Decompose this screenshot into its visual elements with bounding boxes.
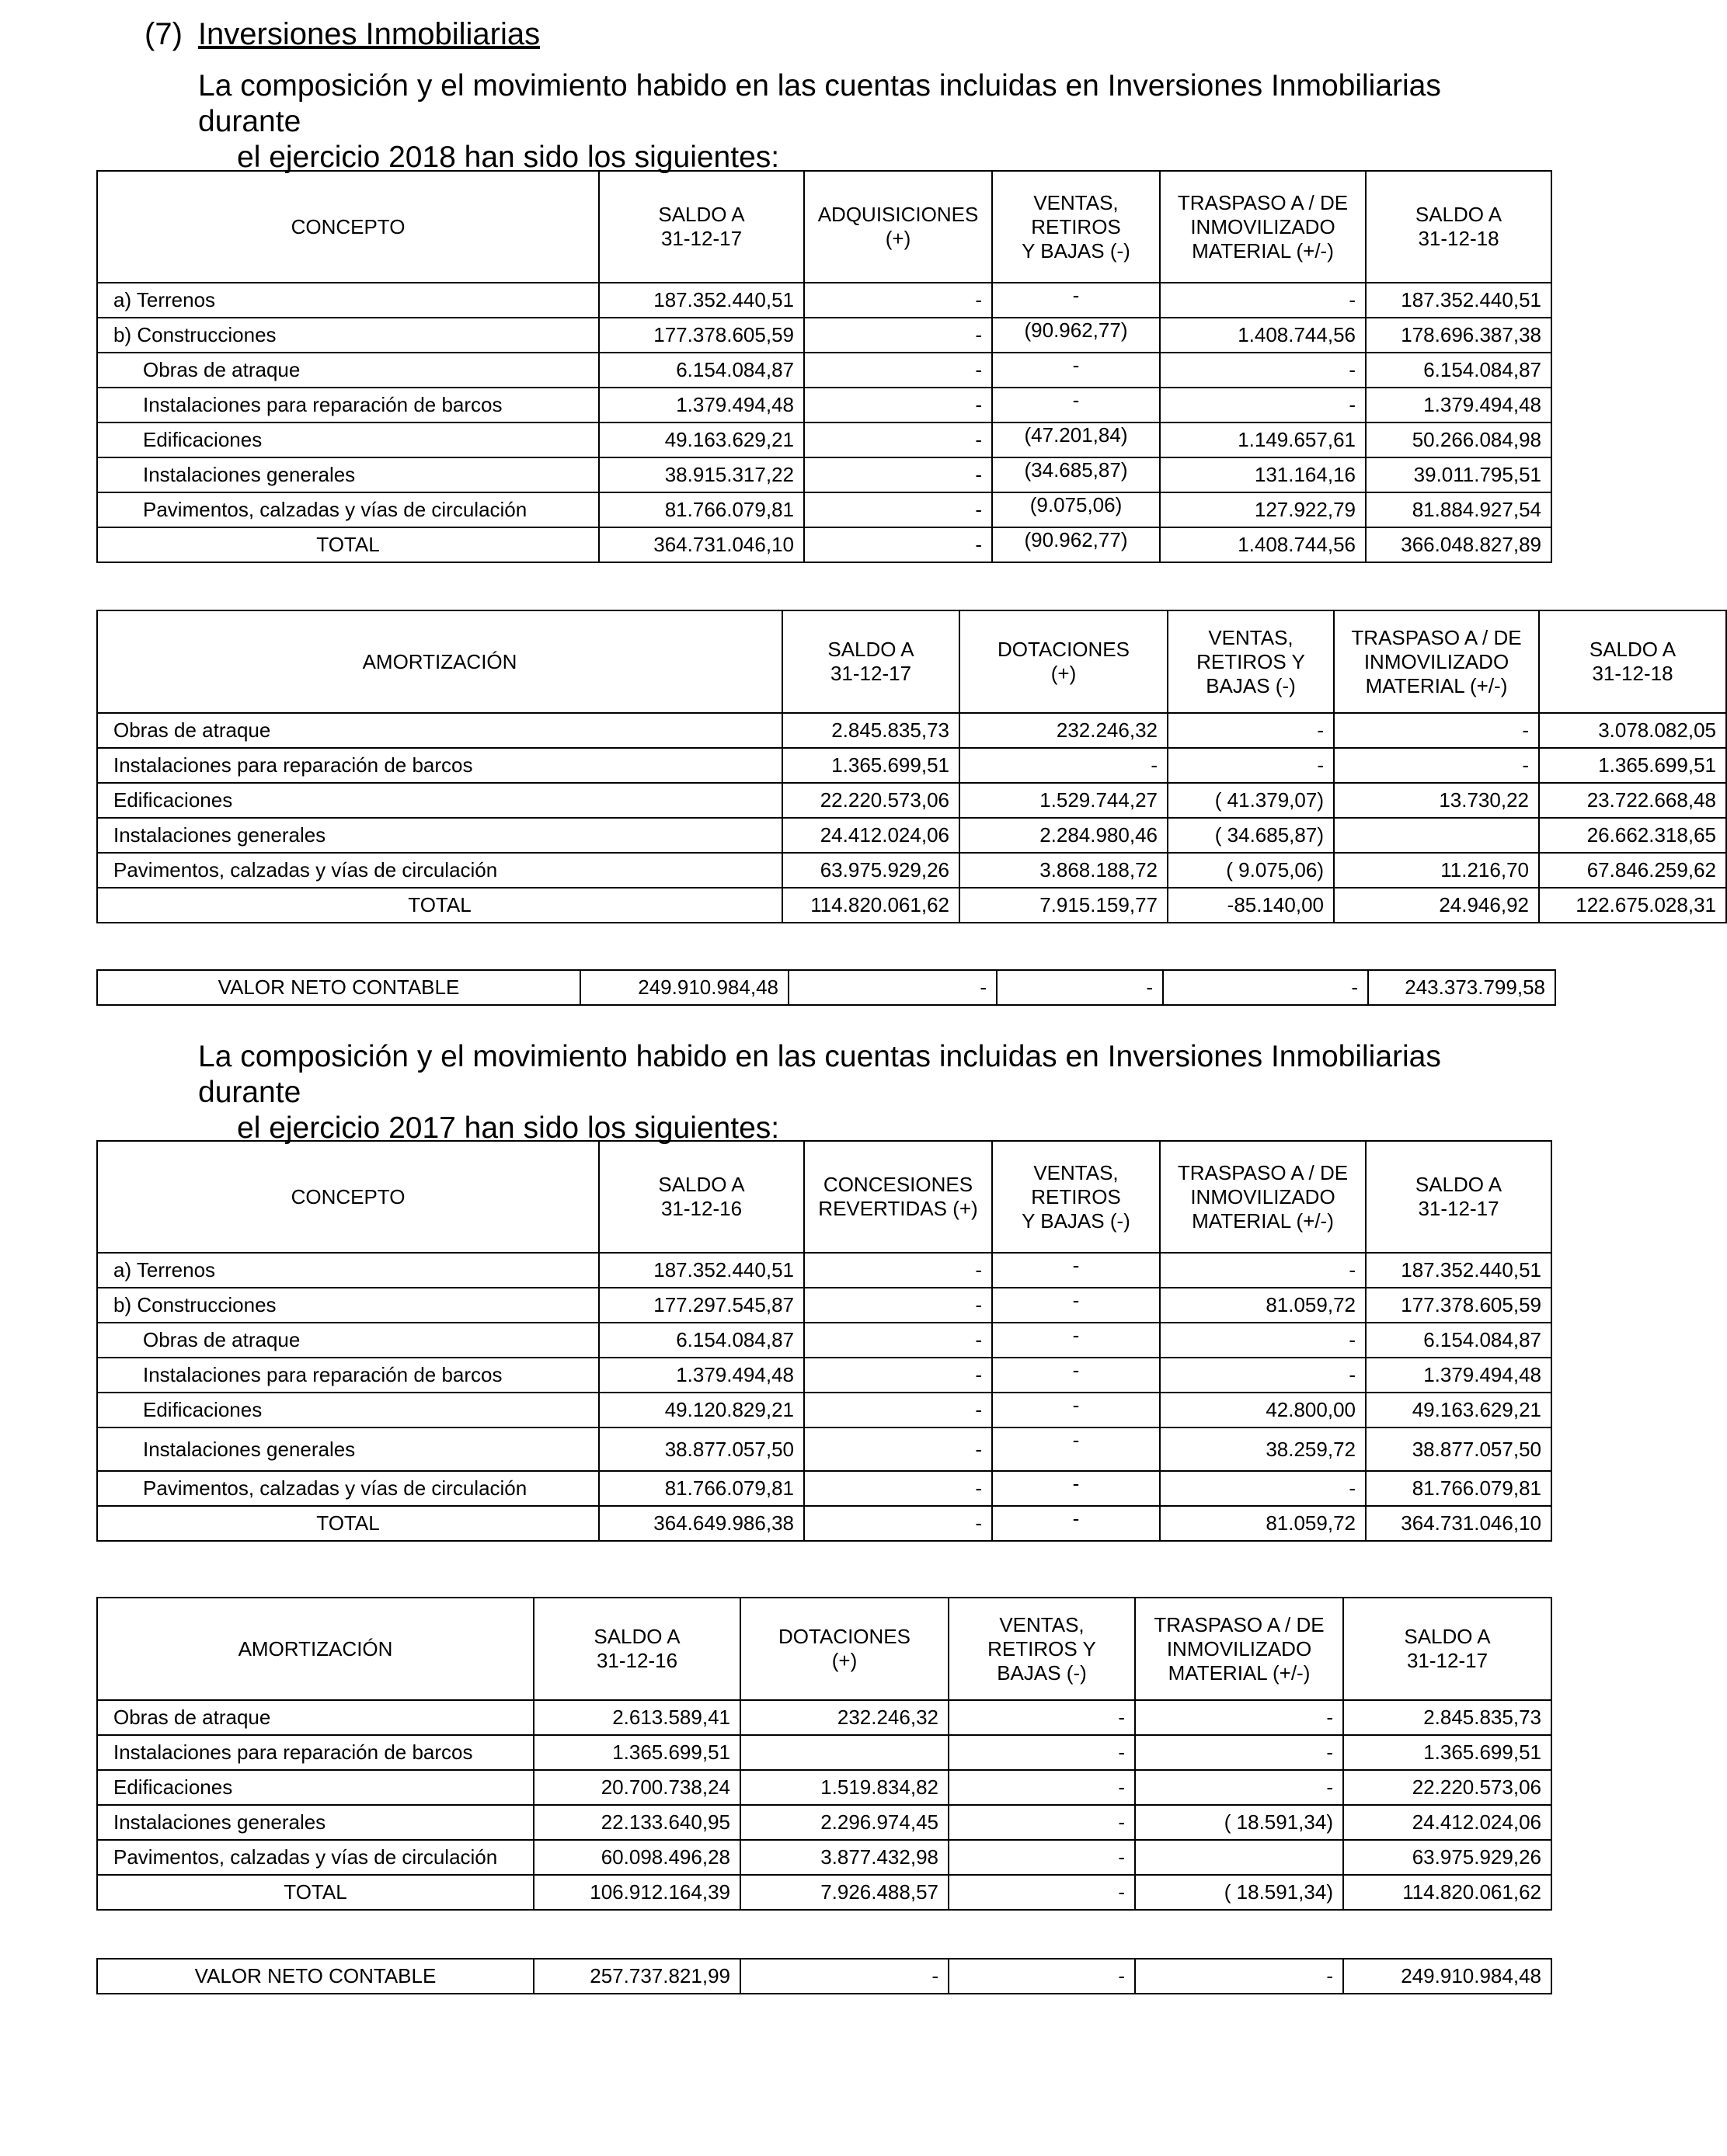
cell-value: 1.529.744,27 bbox=[959, 783, 1168, 818]
intro-2017-line1: La composición y el movimiento habido en las cuentas incluidas en Inversiones Inmobiliarias durante bbox=[198, 1040, 1441, 1109]
cell-value: - bbox=[804, 423, 992, 457]
cell-value: - bbox=[1135, 1770, 1343, 1805]
cell-value: 1.379.494,48 bbox=[599, 1358, 804, 1393]
net-value-row bbox=[97, 1959, 1551, 1994]
cell-value: 20.700.738,24 bbox=[534, 1770, 740, 1805]
cell-value: 366.048.827,89 bbox=[1366, 527, 1551, 562]
cell-value: 6.154.084,87 bbox=[1366, 353, 1551, 388]
cell-value: ( 18.591,34) bbox=[1135, 1805, 1343, 1840]
cell-value: 1.365.699,51 bbox=[534, 1735, 740, 1770]
cell-value: - bbox=[1334, 748, 1539, 783]
cell-value: 63.975.929,26 bbox=[782, 853, 959, 888]
cell-value: 81.059,72 bbox=[1160, 1506, 1366, 1541]
cell-value: (9.075,06) bbox=[992, 492, 1160, 527]
cell-value: ( 34.685,87) bbox=[1168, 818, 1334, 853]
cell-value: 24.412.024,06 bbox=[1343, 1805, 1551, 1840]
table-row bbox=[97, 748, 1726, 783]
cell-value: 127.922,79 bbox=[1160, 492, 1366, 527]
cell-value: 2.284.980,46 bbox=[959, 818, 1168, 853]
cell-value: 22.133.640,95 bbox=[534, 1805, 740, 1840]
cell-value: 81.766.079,81 bbox=[599, 492, 804, 527]
table-row bbox=[97, 783, 1726, 818]
cell-value: 178.696.387,38 bbox=[1366, 318, 1551, 353]
cell-value: 122.675.028,31 bbox=[1539, 888, 1726, 923]
cell-value: 81.766.079,81 bbox=[599, 1471, 804, 1506]
cell-value: - bbox=[804, 1427, 992, 1471]
cell-value: - bbox=[1160, 1358, 1366, 1393]
row-label: Instalaciones para reparación de barcos bbox=[97, 388, 599, 423]
total-row bbox=[97, 888, 1726, 923]
table-row bbox=[97, 1471, 1551, 1506]
row-label: Obras de atraque bbox=[97, 353, 599, 388]
cell-value: 23.722.668,48 bbox=[1539, 783, 1726, 818]
row-label: Pavimentos, calzadas y vías de circulación bbox=[97, 1840, 534, 1875]
cell-value: 38.915.317,22 bbox=[599, 457, 804, 492]
cell-value: 81.766.079,81 bbox=[1366, 1471, 1551, 1506]
cell-value: (90.962,77) bbox=[992, 527, 1160, 562]
cell-value: - bbox=[1334, 713, 1539, 748]
cell-value: 49.163.629,21 bbox=[599, 423, 804, 457]
cell-value: 2.613.589,41 bbox=[534, 1700, 740, 1735]
cell-value: 49.163.629,21 bbox=[1366, 1393, 1551, 1427]
table-row bbox=[97, 818, 1726, 853]
row-label: Instalaciones generales bbox=[97, 1805, 534, 1840]
cell-value: - bbox=[1163, 970, 1368, 1005]
cell-value: - bbox=[804, 1323, 992, 1358]
cell-value: - bbox=[1168, 713, 1334, 748]
cell-value: - bbox=[1135, 1959, 1343, 1994]
section-heading bbox=[144, 17, 540, 52]
row-label: TOTAL bbox=[97, 527, 599, 562]
cell-value: 177.297.545,87 bbox=[599, 1288, 804, 1323]
cell-value: 1.519.834,82 bbox=[740, 1770, 949, 1805]
header-ventas: VENTAS, RETIROS Y BAJAS (-) bbox=[992, 171, 1160, 283]
cell-value: - bbox=[1160, 1253, 1366, 1288]
header-amortizacion: AMORTIZACIÓN bbox=[97, 610, 782, 713]
header-saldo-final: SALDO A 31-12-17 bbox=[1343, 1598, 1551, 1700]
cell-value bbox=[1135, 1840, 1343, 1875]
header-dotaciones: DOTACIONES (+) bbox=[740, 1598, 949, 1700]
cell-value: 7.926.488,57 bbox=[740, 1875, 949, 1910]
cell-value: 81.059,72 bbox=[1160, 1288, 1366, 1323]
cell-value: ( 18.591,34) bbox=[1135, 1875, 1343, 1910]
cell-value: - bbox=[949, 1700, 1135, 1735]
cell-value: - bbox=[1160, 1323, 1366, 1358]
row-label: VALOR NETO CONTABLE bbox=[97, 1959, 534, 1994]
row-label: a) Terrenos bbox=[97, 283, 599, 318]
cell-value: 24.412.024,06 bbox=[782, 818, 959, 853]
cell-value: - bbox=[804, 1358, 992, 1393]
row-label: b) Construcciones bbox=[97, 1288, 599, 1323]
row-label: Pavimentos, calzadas y vías de circulación bbox=[97, 1471, 599, 1506]
cell-value: ( 9.075,06) bbox=[1168, 853, 1334, 888]
cell-value: - bbox=[949, 1875, 1135, 1910]
cell-value: 364.731.046,10 bbox=[1366, 1506, 1551, 1541]
cell-value: - bbox=[959, 748, 1168, 783]
cell-value: 38.259,72 bbox=[1160, 1427, 1366, 1471]
cell-value: - bbox=[804, 1471, 992, 1506]
cell-value: 7.915.159,77 bbox=[959, 888, 1168, 923]
cell-value: 1.365.699,51 bbox=[1539, 748, 1726, 783]
cell-value: 3.877.432,98 bbox=[740, 1840, 949, 1875]
cell-value bbox=[1334, 818, 1539, 853]
cell-value: 26.662.318,65 bbox=[1539, 818, 1726, 853]
row-label: b) Construcciones bbox=[97, 318, 599, 353]
cell-value: (34.685,87) bbox=[992, 457, 1160, 492]
header-adquisiciones: ADQUISICIONES (+) bbox=[804, 171, 992, 283]
cell-value: - bbox=[992, 1471, 1160, 1506]
cell-value: - bbox=[804, 318, 992, 353]
cell-value: - bbox=[992, 1358, 1160, 1393]
cell-value: 187.352.440,51 bbox=[1366, 1253, 1551, 1288]
header-ventas: VENTAS, RETIROS Y BAJAS (-) bbox=[1168, 610, 1334, 713]
cell-value: 187.352.440,51 bbox=[1366, 283, 1551, 318]
cell-value: 1.365.699,51 bbox=[1343, 1735, 1551, 1770]
section-title: Inversiones Inmobiliarias bbox=[197, 17, 541, 51]
header-saldo-inicial: SALDO A 31-12-16 bbox=[534, 1598, 740, 1700]
table-row bbox=[97, 423, 1551, 457]
cell-value: - bbox=[949, 1770, 1135, 1805]
cell-value: 1.379.494,48 bbox=[599, 388, 804, 423]
cell-value: 49.120.829,21 bbox=[599, 1393, 804, 1427]
cell-value: - bbox=[789, 970, 997, 1005]
row-label: TOTAL bbox=[97, 1506, 599, 1541]
header-traspaso: TRASPASO A / DE INMOVILIZADO MATERIAL (+/-) bbox=[1135, 1598, 1343, 1700]
cell-value: 106.912.164,39 bbox=[534, 1875, 740, 1910]
cell-value: - bbox=[1160, 353, 1366, 388]
row-label: Instalaciones para reparación de barcos bbox=[97, 748, 782, 783]
header-traspaso: TRASPASO A / DE INMOVILIZADO MATERIAL (+/-) bbox=[1160, 1141, 1366, 1253]
cell-value: - bbox=[804, 353, 992, 388]
table-row bbox=[97, 1805, 1551, 1840]
cell-value: - bbox=[1160, 283, 1366, 318]
header-amortizacion: AMORTIZACIÓN bbox=[97, 1598, 534, 1700]
cell-value: 3.078.082,05 bbox=[1539, 713, 1726, 748]
header-traspaso: TRASPASO A / DE INMOVILIZADO MATERIAL (+/-) bbox=[1160, 171, 1366, 283]
total-row bbox=[97, 1506, 1551, 1541]
cell-value: -85.140,00 bbox=[1168, 888, 1334, 923]
cell-value: 232.246,32 bbox=[959, 713, 1168, 748]
net-value-row bbox=[97, 970, 1555, 1005]
cell-value: 81.884.927,54 bbox=[1366, 492, 1551, 527]
row-label: Pavimentos, calzadas y vías de circulación bbox=[97, 853, 782, 888]
cell-value: 232.246,32 bbox=[740, 1700, 949, 1735]
cell-value: - bbox=[804, 457, 992, 492]
table-row bbox=[97, 713, 1726, 748]
cell-value: 38.877.057,50 bbox=[1366, 1427, 1551, 1471]
cell-value: (90.962,77) bbox=[992, 318, 1160, 353]
cell-value: - bbox=[992, 388, 1160, 423]
cell-value: - bbox=[804, 492, 992, 527]
cell-value: - bbox=[949, 1735, 1135, 1770]
cell-value: 67.846.259,62 bbox=[1539, 853, 1726, 888]
cell-value: 22.220.573,06 bbox=[782, 783, 959, 818]
row-label: Edificaciones bbox=[97, 423, 599, 457]
table-row bbox=[97, 1770, 1551, 1805]
header-concesiones: CONCESIONES REVERTIDAS (+) bbox=[804, 1141, 992, 1253]
table-row bbox=[97, 1840, 1551, 1875]
cell-value: - bbox=[992, 283, 1160, 318]
cell-value: - bbox=[949, 1805, 1135, 1840]
cell-value: 1.379.494,48 bbox=[1366, 1358, 1551, 1393]
table-row bbox=[97, 853, 1726, 888]
table-row bbox=[97, 353, 1551, 388]
intro-2018-line2: el ejercicio 2018 han sido los siguientes: bbox=[237, 141, 780, 174]
row-label: Instalaciones generales bbox=[97, 457, 599, 492]
cell-value: 243.373.799,58 bbox=[1368, 970, 1555, 1005]
header-ventas: VENTAS, RETIROS Y BAJAS (-) bbox=[992, 1141, 1160, 1253]
cell-value: 38.877.057,50 bbox=[599, 1427, 804, 1471]
cell-value: - bbox=[992, 1427, 1160, 1471]
cell-value: 249.910.984,48 bbox=[580, 970, 789, 1005]
cell-value: - bbox=[1135, 1735, 1343, 1770]
cell-value: 13.730,22 bbox=[1334, 783, 1539, 818]
cell-value: - bbox=[949, 1959, 1135, 1994]
header-dotaciones: DOTACIONES (+) bbox=[959, 610, 1168, 713]
cell-value: 1.149.657,61 bbox=[1160, 423, 1366, 457]
cell-value: 22.220.573,06 bbox=[1343, 1770, 1551, 1805]
cell-value: 6.154.084,87 bbox=[599, 353, 804, 388]
cell-value: 1.408.744,56 bbox=[1160, 318, 1366, 353]
cell-value: - bbox=[1135, 1700, 1343, 1735]
table-row bbox=[97, 1393, 1551, 1427]
cell-value: - bbox=[804, 1288, 992, 1323]
cell-value: - bbox=[997, 970, 1163, 1005]
table-row bbox=[97, 457, 1551, 492]
table-2018-cost bbox=[96, 170, 1552, 563]
row-label: Instalaciones generales bbox=[97, 1427, 599, 1471]
total-row bbox=[97, 527, 1551, 562]
cell-value: 6.154.084,87 bbox=[1366, 1323, 1551, 1358]
intro-2018 bbox=[198, 68, 1550, 176]
table-row bbox=[97, 492, 1551, 527]
table-2018-amortization bbox=[96, 610, 1727, 923]
cell-value bbox=[740, 1735, 949, 1770]
cell-value: 1.408.744,56 bbox=[1160, 527, 1366, 562]
cell-value: 2.296.974,45 bbox=[740, 1805, 949, 1840]
cell-value: 177.378.605,59 bbox=[599, 318, 804, 353]
cell-value: 39.011.795,51 bbox=[1366, 457, 1551, 492]
section-number: (7) bbox=[144, 17, 183, 51]
intro-2018-line1: La composición y el movimiento habido en las cuentas incluidas en Inversiones Inmobiliarias durante bbox=[198, 69, 1441, 138]
row-label: Obras de atraque bbox=[97, 713, 782, 748]
cell-value: 364.731.046,10 bbox=[599, 527, 804, 562]
row-label: TOTAL bbox=[97, 888, 782, 923]
row-label: Instalaciones para reparación de barcos bbox=[97, 1358, 599, 1393]
header-saldo-inicial: SALDO A 31-12-16 bbox=[599, 1141, 804, 1253]
row-label: TOTAL bbox=[97, 1875, 534, 1910]
table-row bbox=[97, 1358, 1551, 1393]
cell-value: - bbox=[949, 1840, 1135, 1875]
header-ventas: VENTAS, RETIROS Y BAJAS (-) bbox=[949, 1598, 1135, 1700]
cell-value: - bbox=[1168, 748, 1334, 783]
cell-value: 114.820.061,62 bbox=[782, 888, 959, 923]
row-label: a) Terrenos bbox=[97, 1253, 599, 1288]
table-row bbox=[97, 1700, 1551, 1735]
table-2017-amortization bbox=[96, 1597, 1552, 1911]
intro-2017 bbox=[198, 1039, 1550, 1146]
cell-value: 257.737.821,99 bbox=[534, 1959, 740, 1994]
cell-value: ( 41.379,07) bbox=[1168, 783, 1334, 818]
cell-value: 131.164,16 bbox=[1160, 457, 1366, 492]
header-traspaso: TRASPASO A / DE INMOVILIZADO MATERIAL (+/-) bbox=[1334, 610, 1539, 713]
row-label: Edificaciones bbox=[97, 1770, 534, 1805]
row-label: Obras de atraque bbox=[97, 1323, 599, 1358]
cell-value: 2.845.835,73 bbox=[1343, 1700, 1551, 1735]
intro-2017-line2: el ejercicio 2017 han sido los siguientes: bbox=[237, 1111, 780, 1145]
header-concepto: CONCEPTO bbox=[97, 1141, 599, 1253]
row-label: Instalaciones generales bbox=[97, 818, 782, 853]
cell-value: 60.098.496,28 bbox=[534, 1840, 740, 1875]
cell-value: 1.365.699,51 bbox=[782, 748, 959, 783]
cell-value: - bbox=[992, 1288, 1160, 1323]
header-concepto: CONCEPTO bbox=[97, 171, 599, 283]
cell-value: 24.946,92 bbox=[1334, 888, 1539, 923]
row-label: Obras de atraque bbox=[97, 1700, 534, 1735]
table-row bbox=[97, 1427, 1551, 1471]
header-saldo-final: SALDO A 31-12-18 bbox=[1366, 171, 1551, 283]
cell-value: 1.379.494,48 bbox=[1366, 388, 1551, 423]
table-row bbox=[97, 388, 1551, 423]
cell-value: 3.868.188,72 bbox=[959, 853, 1168, 888]
cell-value: - bbox=[1160, 388, 1366, 423]
cell-value: 364.649.986,38 bbox=[599, 1506, 804, 1541]
cell-value: 11.216,70 bbox=[1334, 853, 1539, 888]
row-label: Edificaciones bbox=[97, 1393, 599, 1427]
cell-value: 187.352.440,51 bbox=[599, 283, 804, 318]
table-2017-net-value bbox=[96, 1958, 1552, 1994]
cell-value: - bbox=[992, 1393, 1160, 1427]
header-saldo-inicial: SALDO A 31-12-17 bbox=[599, 171, 804, 283]
total-row bbox=[97, 1875, 1551, 1910]
row-label: Pavimentos, calzadas y vías de circulación bbox=[97, 492, 599, 527]
header-saldo-inicial: SALDO A 31-12-17 bbox=[782, 610, 959, 713]
table-row bbox=[97, 283, 1551, 318]
cell-value: - bbox=[992, 1506, 1160, 1541]
table-row bbox=[97, 1323, 1551, 1358]
cell-value: - bbox=[804, 1393, 992, 1427]
cell-value: (47.201,84) bbox=[992, 423, 1160, 457]
cell-value: 249.910.984,48 bbox=[1343, 1959, 1551, 1994]
table-row bbox=[97, 1253, 1551, 1288]
cell-value: - bbox=[1160, 1471, 1366, 1506]
row-label: VALOR NETO CONTABLE bbox=[97, 970, 580, 1005]
cell-value: - bbox=[804, 527, 992, 562]
cell-value: - bbox=[992, 1323, 1160, 1358]
cell-value: 50.266.084,98 bbox=[1366, 423, 1551, 457]
table-2017-cost bbox=[96, 1140, 1552, 1542]
cell-value: - bbox=[804, 1506, 992, 1541]
cell-value: - bbox=[804, 388, 992, 423]
row-label: Edificaciones bbox=[97, 783, 782, 818]
header-saldo-final: SALDO A 31-12-17 bbox=[1366, 1141, 1551, 1253]
cell-value: 177.378.605,59 bbox=[1366, 1288, 1551, 1323]
cell-value: - bbox=[804, 1253, 992, 1288]
table-2018-net-value bbox=[96, 969, 1556, 1006]
cell-value: 6.154.084,87 bbox=[599, 1323, 804, 1358]
cell-value: - bbox=[992, 353, 1160, 388]
table-row bbox=[97, 318, 1551, 353]
cell-value: 187.352.440,51 bbox=[599, 1253, 804, 1288]
table-row bbox=[97, 1735, 1551, 1770]
table-row bbox=[97, 1288, 1551, 1323]
cell-value: 2.845.835,73 bbox=[782, 713, 959, 748]
cell-value: - bbox=[992, 1253, 1160, 1288]
row-label: Instalaciones para reparación de barcos bbox=[97, 1735, 534, 1770]
header-saldo-final: SALDO A 31-12-18 bbox=[1539, 610, 1726, 713]
cell-value: 114.820.061,62 bbox=[1343, 1875, 1551, 1910]
cell-value: - bbox=[740, 1959, 949, 1994]
cell-value: 42.800,00 bbox=[1160, 1393, 1366, 1427]
cell-value: 63.975.929,26 bbox=[1343, 1840, 1551, 1875]
cell-value: - bbox=[804, 283, 992, 318]
